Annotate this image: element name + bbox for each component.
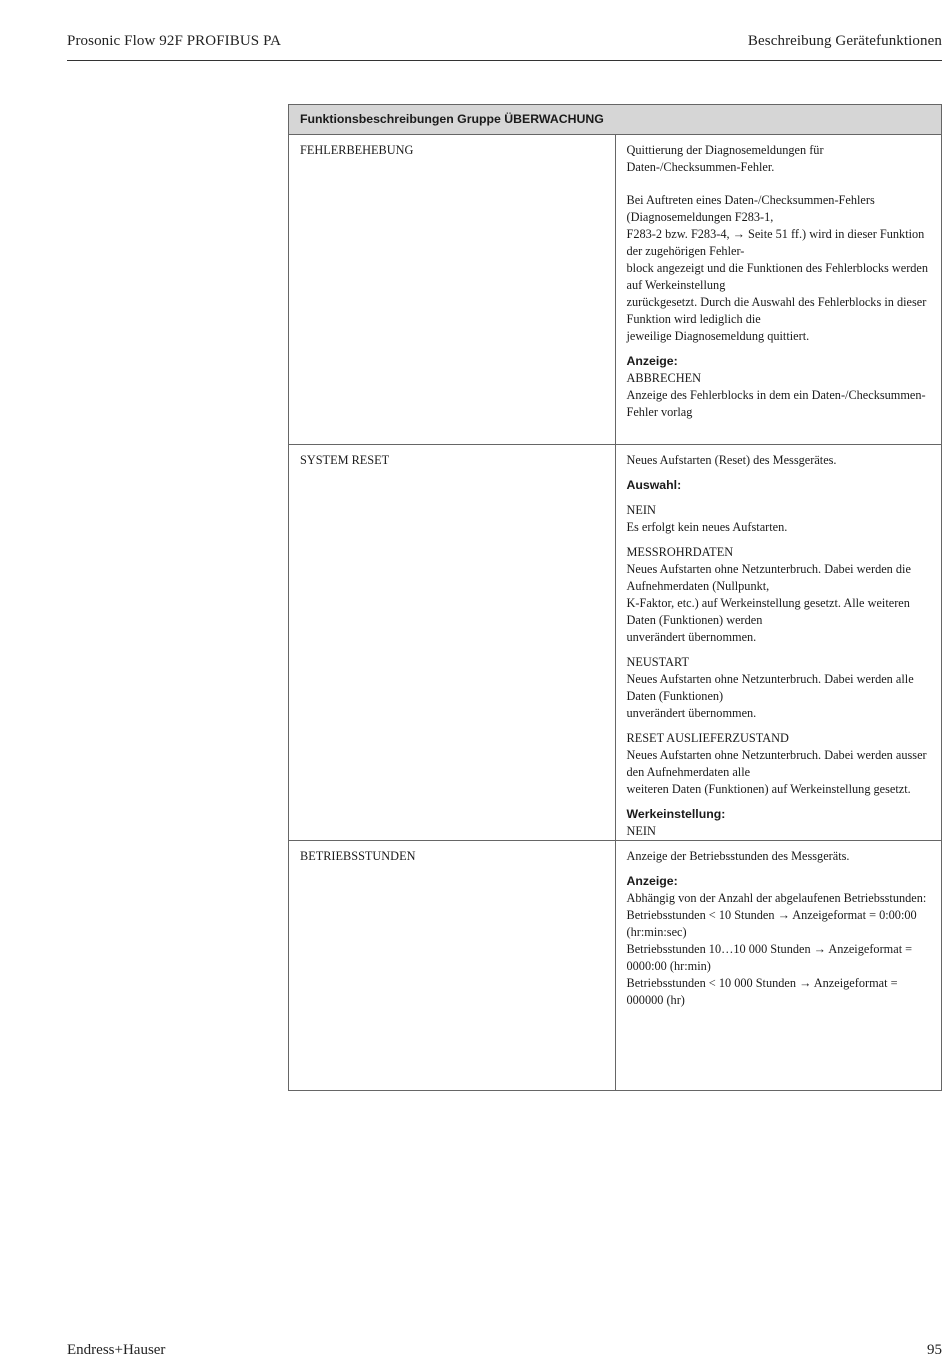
table-row-fehlerbehebung	[289, 135, 942, 445]
anzeige-label: Anzeige:	[626, 354, 678, 368]
function-description	[615, 445, 942, 841]
description-text: Quittierung der Diagnosemeldungen für Daten-/Checksummen-Fehler.	[626, 143, 824, 174]
anzeige-label: Anzeige:	[626, 874, 678, 888]
option-description: Neues Aufstarten ohne Netzunterbruch. Dabei werden alle Daten (Funktionen)	[626, 672, 914, 703]
werkeinstellung-value: NEIN	[626, 824, 656, 838]
werkeinstellung-label: Werkeinstellung:	[626, 807, 726, 821]
option-title: RESET AUSLIEFERZUSTAND	[626, 731, 789, 745]
function-table	[288, 104, 942, 1091]
footer-company: Endress+Hauser	[67, 1342, 166, 1358]
option-description: unverändert übernommen.	[626, 706, 757, 720]
description-text-line: Bei Auftreten eines Daten-/Checksummen-Fehlers (Diagnosemeldungen F283-1,	[626, 193, 875, 224]
description-text-line: F283-2 bzw. F283-4, → Seite 51 ff.) wird in dieser Funktion der zugehörigen Fehler-	[626, 227, 925, 258]
table-row-system-reset	[289, 445, 942, 841]
anzeige-line: Betriebsstunden < 10 000 Stunden → Anzeigeformat = 000000 (hr)	[626, 976, 898, 1007]
description-text-line: block angezeigt und die Funktionen des Fehlerblocks werden auf Werkeinstellung	[626, 261, 929, 292]
function-name: FEHLERBEHEBUNG	[289, 135, 616, 445]
anzeige-description: Anzeige des Fehlerblocks in dem ein Daten-/Checksummen-Fehler vorlag	[626, 388, 926, 419]
function-name: SYSTEM RESET	[289, 445, 616, 841]
option-description: K-Faktor, etc.) auf Werkeinstellung gesetzt. Alle weiteren Daten (Funktionen) werden	[626, 596, 910, 627]
option-description: Neues Aufstarten ohne Netzunterbruch. Dabei werden die Aufnehmerdaten (Nullpunkt,	[626, 562, 911, 593]
header-section-title: Beschreibung Gerätefunktionen	[747, 33, 942, 49]
table-title: Funktionsbeschreibungen Gruppe ÜBERWACHUNG	[289, 105, 942, 135]
anzeige-line: Betriebsstunden < 10 Stunden → Anzeigeformat = 0:00:00 (hr:min:sec)	[626, 908, 917, 939]
anzeige-line: Abhängig von der Anzahl der abgelaufenen Betriebsstunden:	[626, 891, 927, 905]
anzeige-line: Betriebsstunden 10…10 000 Stunden → Anzeigeformat = 0000:00 (hr:min)	[626, 942, 913, 973]
page-number: 95	[927, 1342, 942, 1358]
description-text: Anzeige der Betriebsstunden des Messgeräts.	[626, 849, 850, 863]
option-description: unverändert übernommen.	[626, 630, 757, 644]
option-description: Neues Aufstarten ohne Netzunterbruch. Dabei werden ausser den Aufnehmerdaten alle	[626, 748, 927, 779]
option-description: weiteren Daten (Funktionen) auf Werkeinstellung gesetzt.	[626, 782, 911, 796]
option-title: MESSROHRDATEN	[626, 545, 734, 559]
option-title: NEUSTART	[626, 655, 689, 669]
option-description: Es erfolgt kein neues Aufstarten.	[626, 520, 788, 534]
description-text: Neues Aufstarten (Reset) des Messgerätes.	[626, 453, 837, 467]
description-text-line: jeweilige Diagnosemeldung quittiert.	[626, 329, 810, 343]
header-divider	[67, 60, 942, 61]
function-name: BETRIEBSSTUNDEN	[289, 841, 616, 1091]
table-row-betriebsstunden	[289, 841, 942, 1091]
anzeige-value: ABBRECHEN	[626, 371, 701, 385]
description-text-line: zurückgesetzt. Durch die Auswahl des Fehlerblocks in dieser Funktion wird lediglich die	[626, 295, 927, 326]
auswahl-label: Auswahl:	[626, 478, 682, 492]
function-description	[615, 135, 942, 445]
function-description	[615, 841, 942, 1091]
header-document-title: Prosonic Flow 92F PROFIBUS PA	[67, 33, 282, 49]
option-title: NEIN	[626, 503, 656, 517]
